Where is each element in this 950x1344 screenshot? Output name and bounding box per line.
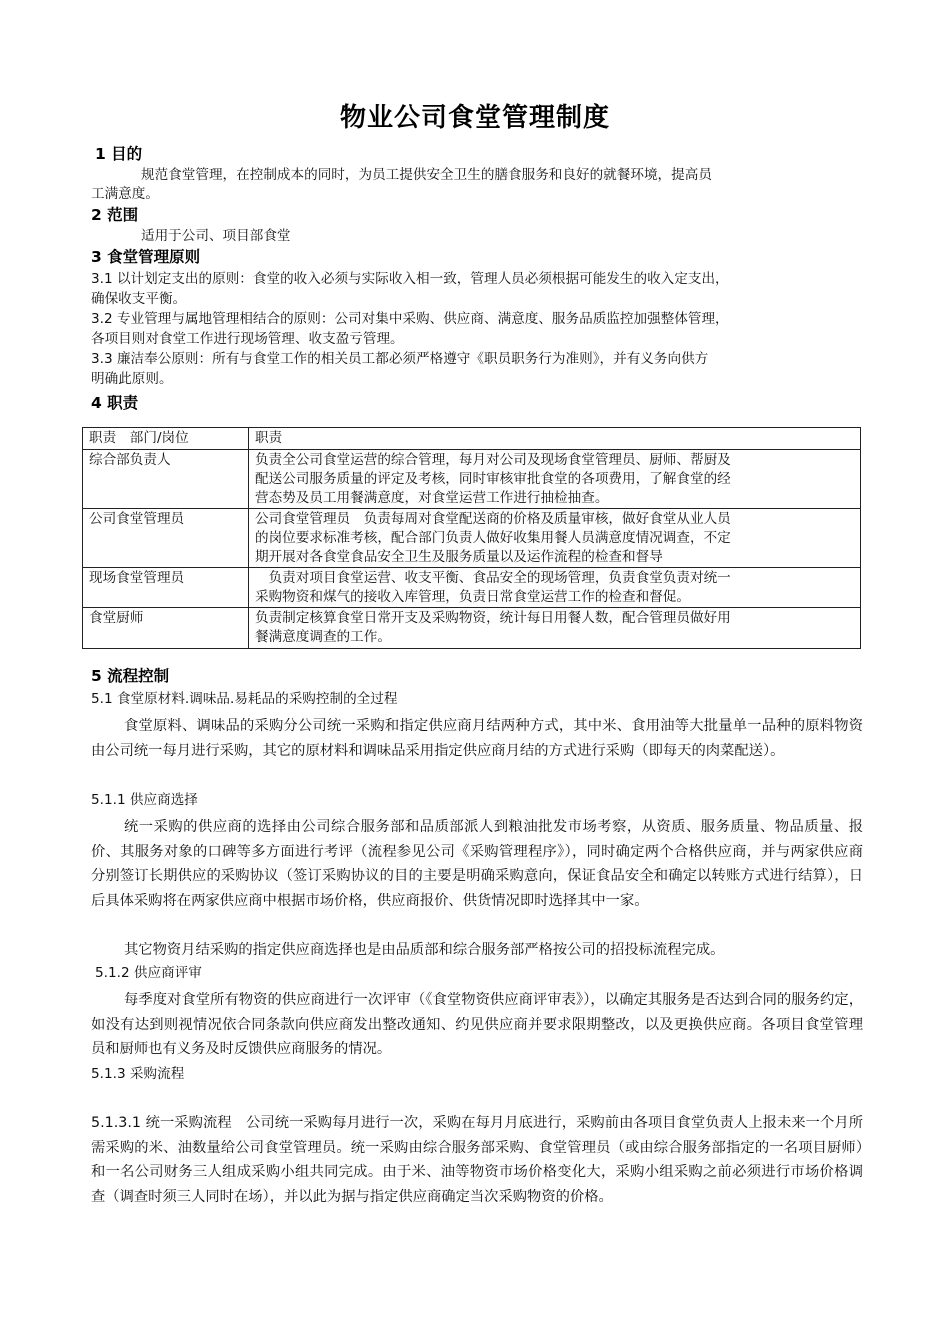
principle-3-2-line2: 各项目则对食堂工作进行现场管理、收支盈亏管理。 (91, 331, 404, 347)
duty-line: 采购物资和煤气的接收入库管理，负责日常食堂运营工作的检查和督促。 (255, 589, 690, 605)
subsection-5-1-1-text2: 其它物资月结采购的指定供应商选择也是由品质部和综合服务部严格按公司的招投标流程完成。 (124, 942, 725, 958)
duty-cell (249, 568, 861, 608)
subsection-5-1-title: 5.1 食堂原材料.调味品.易耗品的采购控制的全过程 (91, 691, 398, 707)
role-cell: 综合部负责人 (83, 450, 249, 509)
subsection-5-1-text: 食堂原料、调味品的采购分公司统一采购和指定供应商月结两种方式，其中米、食用油等大批量单一品种的原料物资由公司统一每月进行采购，其它的原材料和调味品采用指定供应商月结的方式进行采购（即每天的肉菜配送）。 (91, 718, 863, 759)
section-2-text: 适用于公司、项目部食堂 (141, 228, 291, 244)
section-1-text-line1: 规范食堂管理，在控制成本的同时，为员工提供安全卫生的膳食服务和良好的就餐环境，提高员 (141, 167, 712, 183)
duty-line: 营态势及员工用餐满意度，对食堂运营工作进行抽检抽查。 (255, 490, 609, 506)
duty-line: 负责制定核算食堂日常开支及采购物资，统计每日用餐人数，配合管理员做好用 (255, 610, 731, 626)
section-1-heading: 1 目的 (95, 145, 143, 163)
section-4-heading: 4 职责 (91, 394, 139, 412)
subsection-5-1-2-text: 每季度对食堂所有物资的供应商进行一次评审（《食堂物资供应商评审表》），以确定其服务是否达到合同的服务约定，如没有达到则视情况依合同条款向供应商发出整改通知、约见供应商并要求限期整改，以及更换供应商。各项目食堂管理员和厨师也有义务及时反馈供应商服务的情况。 (91, 992, 863, 1057)
subsection-5-1-3-1-text: 5.1.3.1 统一采购流程 公司统一采购每月进行一次，采购在每月月底进行，采购前由各项目食堂负责人上报未来一个月所需采购的米、油数量给公司食堂管理员。统一采购由综合服务部采购、食堂管理员（或由综合服务部指定的一名项目厨师）和一名公司财务三人组成采购小组共同完成。由于米、油等物资市场价格变化大，采购小组采购之前必须进行市场价格调查（调查时须三人同时在场），并以此为据与指定供应商确定当次采购物资的价格。 (91, 1115, 863, 1205)
duty-cell (249, 450, 861, 509)
role-cell: 食堂厨师 (83, 608, 249, 649)
duty-line: 配送公司服务质量的评定及考核，同时审核审批食堂的各项费用，了解食堂的经 (255, 471, 731, 487)
duties-table (82, 427, 861, 649)
document-title: 物业公司食堂管理制度 (339, 103, 610, 133)
role-cell: 现场食堂管理员 (83, 568, 249, 608)
table-header-row (83, 428, 861, 450)
duty-cell (249, 608, 861, 649)
duty-line: 的岗位要求标准考核，配合部门负责人做好收集用餐人员满意度情况调查，不定 (255, 530, 731, 546)
table-header-cell: 职责 部门/岗位 (83, 428, 249, 450)
principle-3-3-line2: 明确此原则。 (91, 371, 173, 387)
principle-3-3-line1: 3.3 廉洁奉公原则：所有与食堂工作的相关员工都必须严格遵守《职员职务行为准则》，并有义务向供方 (91, 351, 709, 367)
principle-3-1-line1: 3.1 以计划定支出的原则：食堂的收入必须与实际收入相一致，管理人员必须根据可能发生的收入定支出， (91, 271, 729, 287)
section-2-heading: 2 范围 (91, 206, 139, 224)
table-row (83, 450, 861, 509)
duty-line: 期开展对各食堂食品安全卫生及服务质量以及运作流程的检查和督导 (255, 549, 663, 565)
table-row (83, 568, 861, 608)
duty-line: 负责对项目食堂运营、收支平衡、食品安全的现场管理，负责食堂负责对统一 (255, 570, 731, 586)
role-cell: 公司食堂管理员 (83, 509, 249, 568)
duty-line: 餐满意度调查的工作。 (255, 629, 391, 645)
duty-line: 负责全公司食堂运营的综合管理，每月对公司及现场食堂管理员、厨师、帮厨及 (255, 452, 731, 468)
principle-3-2-line1: 3.2 专业管理与属地管理相结合的原则：公司对集中采购、供应商、满意度、服务品质监控加强整体管理， (91, 311, 729, 327)
section-5-heading: 5 流程控制 (91, 667, 170, 685)
section-1-text-line2: 工满意度。 (91, 186, 159, 202)
section-3-heading: 3 食堂管理原则 (91, 248, 201, 266)
subsection-5-1-3-title: 5.1.3 采购流程 (91, 1066, 185, 1082)
duty-line: 公司食堂管理员 负责每周对食堂配送商的价格及质量审核，做好食堂从业人员 (255, 511, 731, 527)
table-row (83, 608, 861, 649)
subsection-5-1-1-title: 5.1.1 供应商选择 (91, 792, 198, 808)
table-header-cell: 职责 (249, 428, 861, 450)
subsection-5-1-2-title: 5.1.2 供应商评审 (95, 965, 202, 981)
subsection-5-1-1-text: 统一采购的供应商的选择由公司综合服务部和品质部派人到粮油批发市场考察，从资质、服务质量、物品质量、报价、其服务对象的口碑等多方面进行考评（流程参见公司《采购管理程序》），同时确定两个合格供应商，并与两家供应商分别签订长期供应的采购协议（签订采购协议的目的主要是明确采购意向，保证食品安全和确定以转账方式进行结算），日后具体采购将在两家供应商中根据市场价格，供应商报价、供货情况即时选择其中一家。 (91, 819, 863, 909)
table-row (83, 509, 861, 568)
principle-3-1-line2: 确保收支平衡。 (91, 291, 187, 307)
duty-cell (249, 509, 861, 568)
